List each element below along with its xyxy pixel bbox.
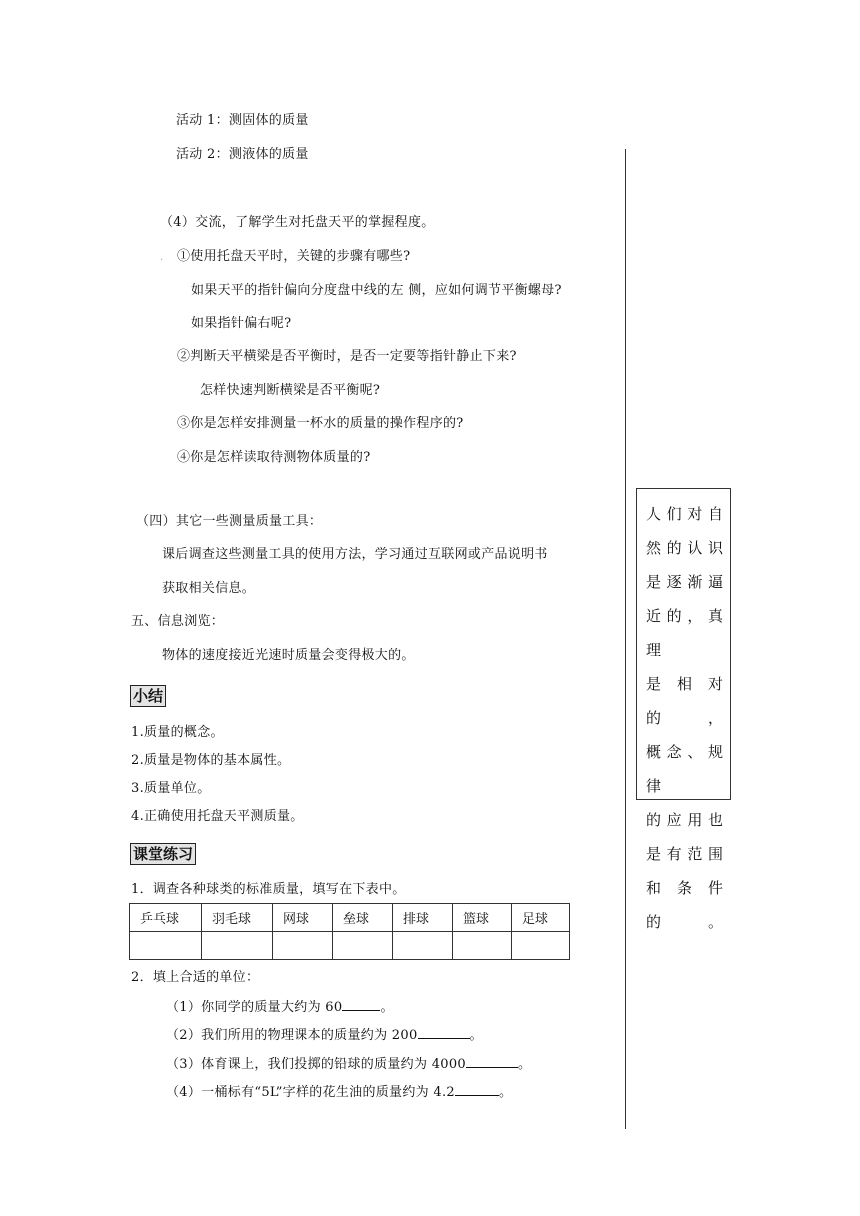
fill-item-1 [166, 998, 394, 1016]
question-1b: 如果指针偏右呢? [191, 316, 292, 331]
table-header-cell: 网球 [273, 904, 333, 932]
fill-item-text: （1）你同学的质量大约为 60 [166, 1000, 343, 1015]
summary-item-2: 2.质量是物体的基本属性。 [131, 753, 291, 768]
answer-blank[interactable] [466, 1055, 518, 1068]
side-note-line: 是逐渐逼 [646, 573, 724, 591]
side-note-line: 然的认识 [646, 539, 724, 557]
side-note-line: 和条件的。 [646, 879, 724, 931]
fill-item-2 [166, 1026, 483, 1044]
side-note-line: 是相对的， [646, 675, 724, 727]
info-text: 物体的速度接近光速时质量会变得极大的。 [162, 648, 415, 663]
side-note-line: 近的，真理 [646, 607, 724, 659]
table-header-cell: 乒乓球 [130, 904, 202, 932]
table-answer-cell[interactable] [512, 932, 570, 960]
stray-mark: . [160, 252, 164, 263]
answer-blank[interactable] [418, 1026, 470, 1039]
side-note-line: 人们对自 [646, 505, 724, 523]
table-answer-cell[interactable] [333, 932, 393, 960]
info-heading: 五、信息浏览： [131, 614, 225, 629]
fill-item-text: （2）我们所用的物理课本的质量约为 200 [166, 1028, 418, 1043]
question-2a: 怎样快速判断横梁是否平衡呢? [200, 383, 381, 398]
practice-heading: 课堂练习 [130, 843, 196, 865]
fill-item-4 [166, 1083, 512, 1101]
table-header-cell: 足球 [512, 904, 570, 932]
tools-line-2: 获取相关信息。 [162, 581, 256, 596]
table-header-cell: 垒球 [333, 904, 393, 932]
tools-line-1: 课后调查这些测量工具的使用方法，学习通过互联网或产品说明书 [162, 547, 548, 562]
answer-blank[interactable] [342, 998, 380, 1011]
question-4: ④你是怎样读取待测物体质量的? [177, 450, 371, 465]
question-1a: 如果天平的指针偏向分度盘中线的左 侧，应如何调节平衡螺母? [191, 283, 562, 298]
table-answer-cell[interactable] [393, 932, 453, 960]
practice-question-1: 1．调查各种球类的标准质量，填写在下表中。 [131, 882, 406, 897]
fill-item-end: 。 [498, 1085, 513, 1100]
side-note-line: 是有范围 [646, 845, 724, 863]
table-header-cell: 羽毛球 [202, 904, 273, 932]
practice-question-2: 2．填上合适的单位： [131, 970, 260, 985]
fill-item-text: （4）一桶标有“5L”字样的花生油的质量约为 4.2 [166, 1085, 455, 1100]
table-row [130, 932, 570, 960]
side-note-line: 概念、规律 [646, 743, 724, 795]
question-1: ①使用托盘天平时，关键的步骤有哪些? [177, 249, 411, 264]
fill-item-end: 。 [380, 1000, 394, 1015]
column-divider [625, 149, 626, 1129]
side-note-box [636, 488, 731, 931]
table-header-cell: 排球 [393, 904, 453, 932]
activity-2: 活动 2：测液体的质量 [176, 147, 309, 162]
table-answer-cell[interactable] [273, 932, 333, 960]
table-answer-cell[interactable] [202, 932, 273, 960]
summary-item-4: 4.正确使用托盘天平测质量。 [131, 809, 304, 824]
table-header-row [130, 904, 570, 932]
table-answer-cell[interactable] [130, 932, 202, 960]
question-2: ②判断天平横梁是否平衡时，是否一定要等指针静止下来? [177, 349, 517, 364]
table-answer-cell[interactable] [453, 932, 512, 960]
question-3: ③你是怎样安排测量一杯水的质量的操作程序的? [177, 416, 464, 431]
table-header-cell: 篮球 [453, 904, 512, 932]
fill-item-3 [166, 1055, 531, 1073]
fill-item-text: （3）体育课上，我们投掷的铅球的质量约为 4000 [166, 1057, 466, 1072]
tools-heading: （四）其它一些测量质量工具： [136, 514, 323, 529]
fill-item-end: 。 [469, 1028, 483, 1043]
fill-item-end: 。 [518, 1057, 532, 1072]
summary-item-3: 3.质量单位。 [131, 781, 211, 796]
ball-mass-table [129, 903, 570, 960]
side-note-line: 的应用也 [646, 811, 724, 829]
activity-1: 活动 1：测固体的质量 [176, 113, 309, 128]
summary-heading: 小结 [130, 685, 166, 707]
answer-blank[interactable] [455, 1083, 499, 1096]
exchange-intro: （4）交流，了解学生对托盘天平的掌握程度。 [160, 215, 435, 230]
summary-item-1: 1.质量的概念。 [131, 725, 224, 740]
